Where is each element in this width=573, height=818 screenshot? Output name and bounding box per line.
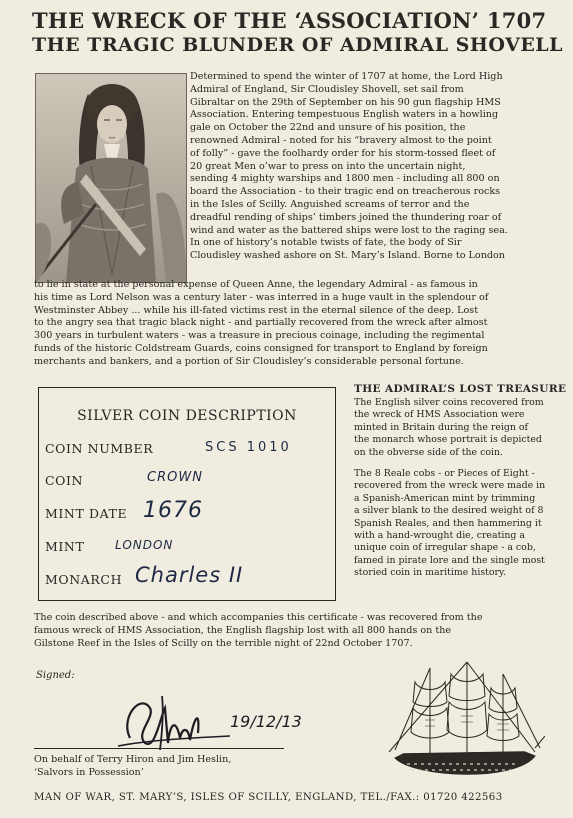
mint-date-value: 1676 — [143, 498, 203, 523]
treasure-line: a Spanish-American mint by trimming — [354, 492, 536, 504]
intro-line: sending 4 mighty warships and 1800 men - including all 800 on — [190, 173, 500, 185]
page-title: THE WRECK OF THE ‘ASSOCIATION’ 1707 — [32, 8, 547, 33]
story-line: to lie in state at the personal expense of Queen Anne, the legendary Admiral - as famous in — [34, 279, 478, 290]
intro-line: board the Association - to their tragic end on treacherous rocks — [190, 186, 501, 198]
provenance-line: Gilstone Reef in the Isles of Scilly on the terrible night of 22nd October 1707. — [34, 637, 413, 649]
treasure-line: the wreck of HMS Association were — [354, 409, 525, 421]
story-line: Westminster Abbey ... while his ill-fated victims rest in the eternal silence of the deep. Lost — [34, 304, 479, 316]
intro-line: Admiral of England, Sir Cloudisley Shovell, set sail from — [190, 83, 464, 95]
page-subtitle: THE TRAGIC BLUNDER OF ADMIRAL SHOVELL — [32, 34, 564, 56]
intro-line: gale on October the 22nd and unsure of his position, the — [190, 122, 466, 134]
treasure-line: Spanish Reales, and then hammering it — [354, 517, 542, 529]
mint-value: LONDON — [115, 538, 174, 552]
behalf-line: On behalf of Terry Hiron and Jim Heslin, — [34, 754, 232, 765]
story-paragraph — [34, 279, 547, 369]
intro-line: Association. Entering tempestuous English waters in a howling — [190, 109, 499, 121]
intro-line: Cloudisley washed ashore on St. Mary’s Island. Borne to London — [190, 250, 505, 262]
story-line: funds of the historic Coldstream Guards, coins consigned for transport to England by foreign — [34, 342, 488, 354]
mint-date-label: MINT DATE — [45, 506, 128, 521]
story-line: 300 years in turbulent waters - was a treasure in precious coinage, including the regimental — [34, 330, 485, 342]
treasure-line: The 8 Reale cobs - or Pieces of Eight - — [354, 468, 535, 480]
signed-label: Signed: — [36, 670, 75, 681]
intro-line: In one of history’s notable twists of fate, the body of Sir — [190, 237, 462, 249]
intro-line: Gibraltar on the 29th of September on his 90 gun flagship HMS — [190, 96, 501, 108]
mint-label: MINT — [45, 539, 85, 554]
footer-contact: MAN OF WAR, ST. MARY’S, ISLES OF SCILLY, ENGLAND, TEL./FAX.: 01720 422563 — [34, 792, 503, 803]
coin-value: CROWN — [147, 470, 203, 485]
provenance-paragraph — [34, 612, 547, 650]
on-behalf-text — [34, 753, 231, 779]
treasure-line: the monarch whose portrait is depicted — [354, 434, 542, 446]
story-line: to the angry sea that tragic black night - and partially recovered from the wreck after almost — [34, 317, 488, 329]
signature-date: 19/12/13 — [230, 712, 302, 731]
coin-number-value: SCS 1010 — [205, 440, 292, 455]
treasure-line: The English silver coins recovered from — [354, 397, 544, 408]
intro-line: of folly” - gave the foolhardy order for his storm-tossed fleet of — [190, 147, 496, 159]
admiral-portrait-image — [35, 73, 187, 283]
treasure-line: on the obverse side of the coin. — [354, 446, 503, 458]
story-line: his time as Lord Nelson was a century later - was interred in a huge vault in the splendour of — [34, 291, 489, 303]
treasure-line: storied coin in maritime history. — [354, 567, 507, 579]
provenance-line: famous wreck of HMS Association, the English flagship lost with all 800 hands on the — [34, 624, 452, 636]
intro-line: 20 great Men o’war to press on into the uncertain night, — [190, 160, 466, 172]
lost-treasure-heading: THE ADMIRAL’S LOST TREASURE — [354, 383, 567, 395]
provenance-line: The coin described above - and which accompanies this certificate - was recovered from the — [34, 612, 483, 623]
signature-line — [34, 748, 284, 749]
treasure-paragraph-1 — [354, 397, 550, 459]
treasure-line: recovered from the wreck were made in — [354, 480, 546, 492]
lost-treasure-section — [354, 383, 567, 580]
coin-label: COIN — [45, 473, 84, 488]
treasure-line: with a hand-wrought die, creating a — [354, 530, 525, 542]
story-line: merchants and bankers, and a portion of Sir Cloudisley’s considerable personal fortune. — [34, 355, 464, 367]
intro-line: wind and water as the battered ships were lost to the raging sea. — [190, 224, 508, 236]
monarch-label: MONARCH — [45, 572, 123, 587]
ship-illustration — [385, 660, 545, 790]
coin-number-label: COIN NUMBER — [45, 441, 154, 456]
monarch-value: Charles II — [135, 563, 244, 587]
treasure-line: famed in pirate lore and the single most — [354, 554, 545, 566]
treasure-paragraph-2 — [354, 468, 550, 580]
coin-description-box — [38, 387, 336, 601]
treasure-line: unique coin of irregular shape - a cob, — [354, 542, 536, 554]
coin-description-heading: SILVER COIN DESCRIPTION — [77, 408, 297, 424]
intro-line: dreadful rending of ships’ timbers joined the thundering roar of — [190, 211, 502, 223]
treasure-line: a silver blank to the desired weight of 8 — [354, 505, 544, 517]
treasure-line: minted in Britain during the reign of — [354, 421, 529, 433]
behalf-line: ‘Salvors in Possession’ — [34, 767, 144, 778]
intro-paragraph — [190, 71, 547, 263]
intro-line: in the Isles of Scilly. Anguished screams of terror and the — [190, 198, 470, 210]
intro-line: Determined to spend the winter of 1707 at home, the Lord High — [190, 71, 503, 82]
intro-line: renowned Admiral - noted for his “bravery almost to the point — [190, 134, 492, 146]
